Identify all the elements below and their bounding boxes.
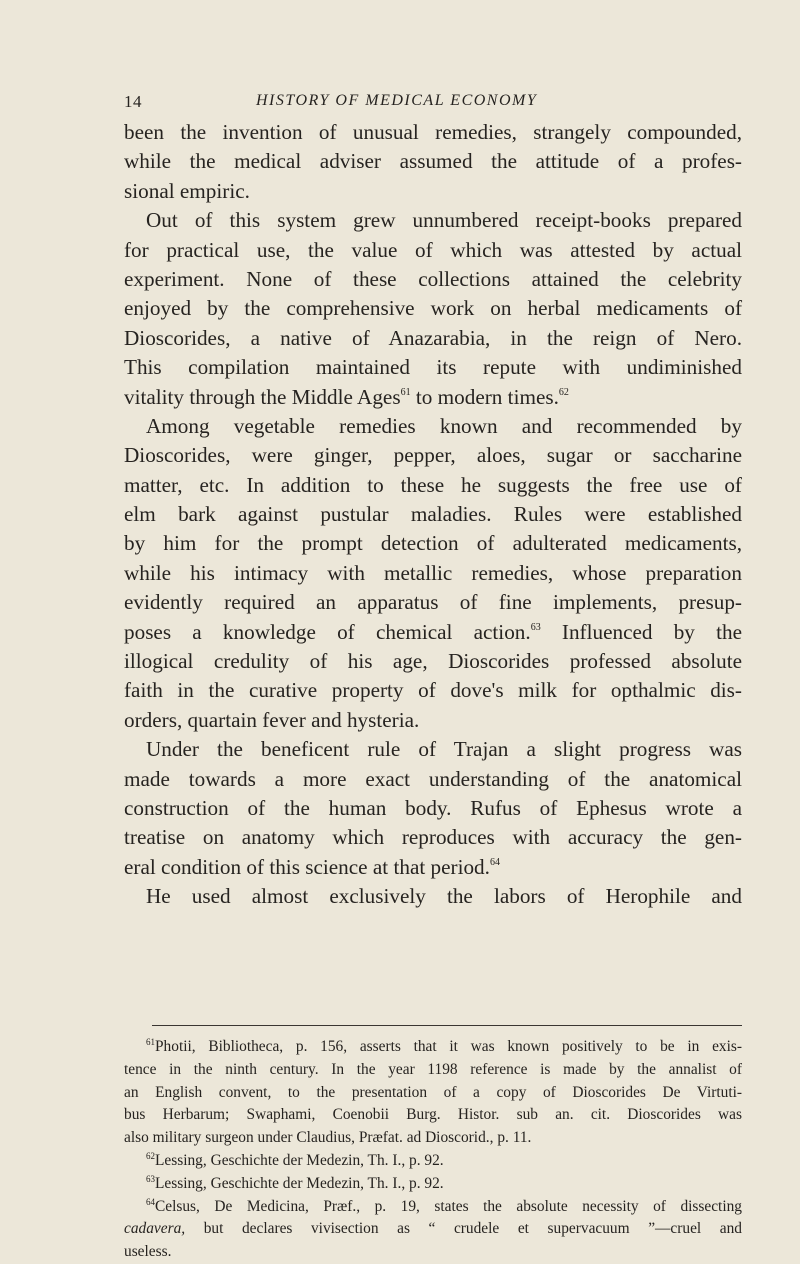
line-text: construction of the human body. Rufus of Ephesus wrote a: [124, 795, 742, 820]
text-line: [124, 529, 742, 558]
footnote-text: bus Herbarum; Swaphami, Coenobii Burg. Histor. sub an. cit. Dioscorides was: [124, 1106, 742, 1124]
footnote-text: but declares vivisection as “ crudele et supervacuum ”—cruel and: [185, 1220, 742, 1238]
line-text: while the medical adviser assumed the attitude of a profes-: [124, 149, 742, 174]
line-text: treatise on anatomy which reproduces with accuracy the gen-: [124, 825, 742, 850]
line-text: enjoyed by the comprehensive work on herbal medicaments of: [124, 296, 742, 321]
footnote-rule: [152, 1025, 742, 1026]
footnote-line: [124, 1150, 742, 1173]
line-text: for practical use, the value of which was attested by actual: [124, 237, 742, 262]
footnote-number: 64: [146, 1196, 155, 1207]
text-line: [124, 383, 742, 412]
line-text: vitality through the Middle Ages: [124, 384, 401, 409]
text-line: [124, 412, 742, 441]
footnote-line: [124, 1241, 742, 1264]
footnote-line: [124, 1218, 742, 1241]
footnote-ref: 63: [530, 621, 541, 633]
footnote-line: [124, 1036, 742, 1059]
text-line: [124, 236, 742, 265]
footnote-line: [124, 1059, 742, 1082]
footnote-line: [124, 1127, 742, 1150]
text-line: [124, 265, 742, 294]
text-line: [124, 647, 742, 676]
text-line: [124, 559, 742, 588]
footnote-number: 61: [146, 1037, 155, 1047]
footnote-number: 63: [146, 1173, 155, 1184]
footnote-ref: 64: [489, 856, 500, 868]
text-line: [124, 324, 742, 353]
text-line: [124, 177, 742, 206]
line-text: eral condition of this science at that period.: [124, 854, 490, 879]
line-text: Out of this system grew unnumbered receipt-books prepared: [146, 208, 742, 233]
page-number: 14: [124, 92, 142, 111]
line-text: Dioscorides, were ginger, pepper, aloes, sugar or saccharine: [124, 443, 742, 468]
footnote-text: also military surgeon under Claudius, Præfat. ad Dioscorid., p. 11.: [124, 1129, 532, 1147]
footnote-text: Photii, Bibliotheca, p. 156, asserts that it was known positively to be in exis-: [155, 1038, 742, 1055]
line-text: This compilation maintained its repute with undiminished: [124, 355, 742, 380]
text-line: [124, 294, 742, 323]
text-line: [124, 118, 742, 147]
line-text: been the invention of unusual remedies, strangely compounded,: [124, 120, 742, 144]
text-line: [124, 353, 742, 382]
line-text: He used almost exclusively the labors of Herophile and: [146, 884, 742, 909]
text-line: [124, 471, 742, 500]
footnotes: [124, 1036, 742, 1264]
text-line: [124, 588, 742, 617]
line-text: made towards a more exact understanding of the anatomical: [124, 766, 742, 791]
footnote-line: [124, 1196, 742, 1219]
line-text: evidently required an apparatus of fine implements, presup-: [124, 590, 742, 615]
line-text: to modern times.: [410, 384, 559, 409]
footnote-line: [124, 1082, 742, 1105]
footnote-line: [124, 1173, 742, 1196]
line-text: matter, etc. In addition to these he suggests the free use of: [124, 472, 742, 497]
text-line: [124, 676, 742, 705]
line-text: by him for the prompt detection of adulterated medicaments,: [124, 531, 742, 556]
body-text: [124, 118, 742, 912]
text-line: [124, 206, 742, 235]
line-text: faith in the curative property of dove's milk for opthalmic dis-: [124, 678, 742, 703]
footnote-text: tence in the ninth century. In the year 1198 reference is made by the annalist of: [124, 1060, 742, 1078]
footnote-ref: 61: [400, 386, 411, 398]
text-line: [124, 706, 742, 735]
footnote-italic: cadavera,: [124, 1220, 186, 1238]
text-line: [124, 735, 742, 764]
text-line: [124, 794, 742, 823]
line-text: Under the beneficent rule of Trajan a slight progress was: [146, 737, 742, 762]
line-text: experiment. None of these collections attained the celebrity: [124, 266, 742, 291]
text-line: [124, 765, 742, 794]
text-line: [124, 882, 742, 911]
footnote-line: [124, 1104, 742, 1127]
running-head: [124, 92, 744, 116]
text-line: [124, 441, 742, 470]
footnote-text: useless.: [124, 1243, 172, 1261]
text-line: [124, 618, 742, 647]
text-line: [124, 147, 742, 176]
footnote-number: 62: [146, 1150, 155, 1161]
line-text: elm bark against pustular maladies. Rules were established: [124, 502, 742, 527]
line-text: orders, quartain fever and hysteria.: [124, 707, 420, 732]
line-text: sional empiric.: [124, 178, 250, 203]
footnote-text: an English convent, to the presentation of a copy of Dioscorides De Virtuti-: [124, 1083, 742, 1101]
footnote-text: Lessing, Geschichte der Medezin, Th. I., p. 92.: [155, 1151, 444, 1169]
text-line: [124, 500, 742, 529]
footnote-text: Celsus, De Medicina, Præf., p. 19, states the absolute necessity of dissecting: [155, 1197, 742, 1215]
line-text: while his intimacy with metallic remedies, whose preparation: [124, 560, 742, 585]
text-line: [124, 853, 742, 882]
footnote-ref: 62: [558, 386, 569, 398]
line-text: Dioscorides, a native of Anazarabia, in the reign of Nero.: [124, 325, 742, 350]
running-title: HISTORY OF MEDICAL ECONOMY: [256, 92, 538, 109]
line-text: Influenced by the: [540, 619, 742, 644]
line-text: poses a knowledge of chemical action.: [124, 619, 531, 644]
text-line: [124, 823, 742, 852]
footnote-text: Lessing, Geschichte der Medezin, Th. I., p. 92.: [155, 1174, 444, 1192]
line-text: Among vegetable remedies known and recommended by: [146, 413, 742, 438]
line-text: illogical credulity of his age, Dioscorides professed absolute: [124, 649, 742, 674]
